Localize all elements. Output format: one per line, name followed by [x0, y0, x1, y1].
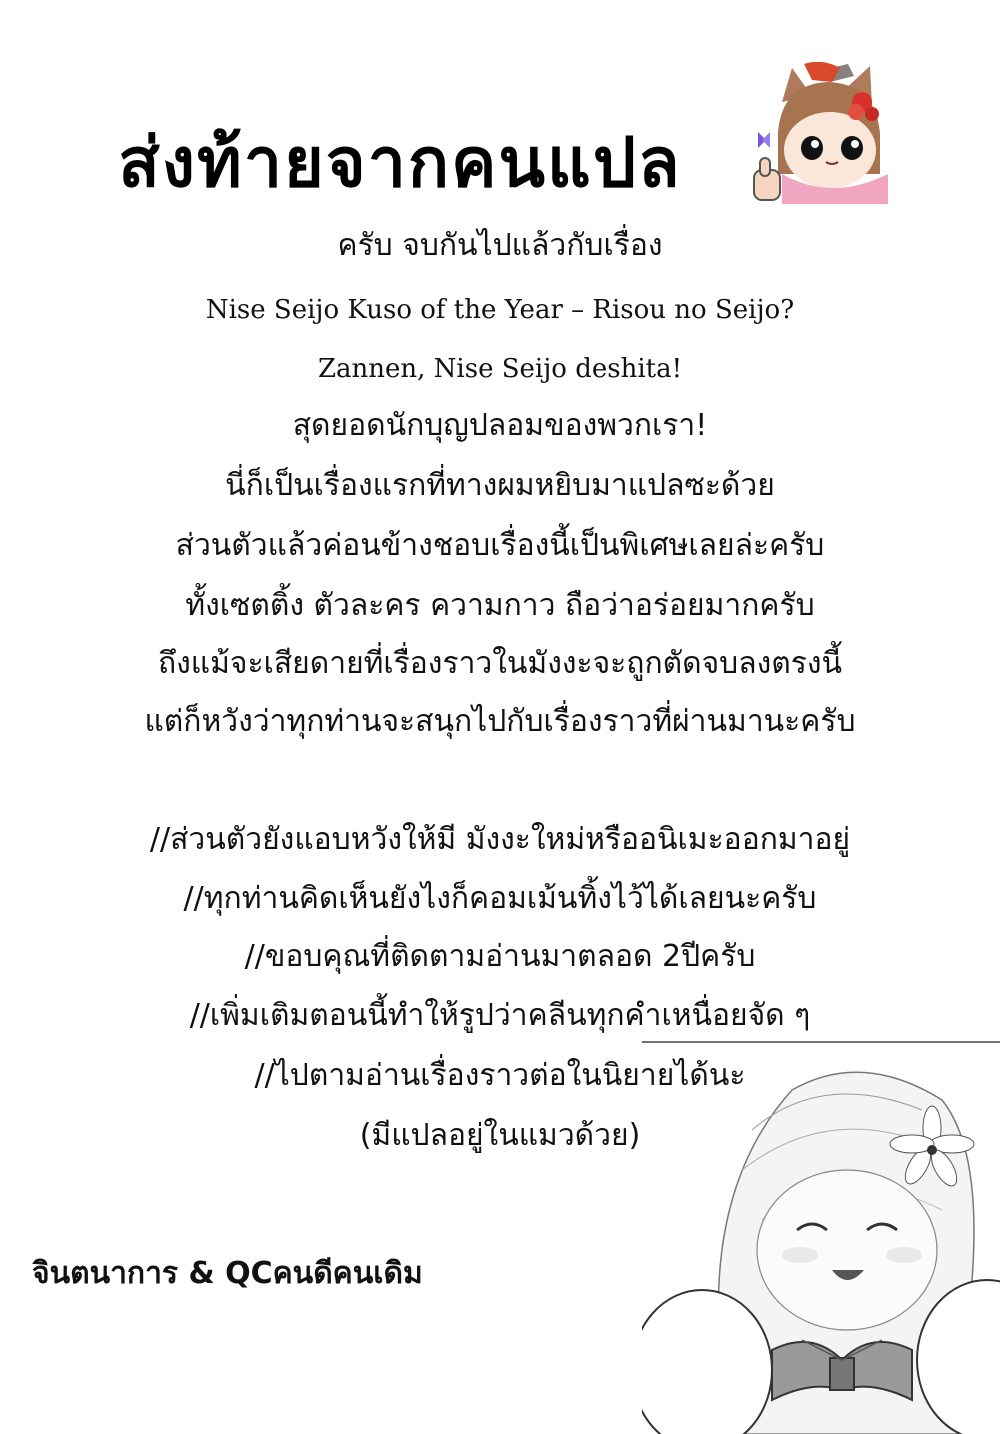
body-line-11: //ทุกท่านคิดเห็นยังไงก็คอมเม้นทิ้งไว้ได้เลยนะครับ	[183, 881, 817, 916]
body-line-12: //ขอบคุณที่ติดตามอ่านมาตลอด 2ปีครับ	[244, 939, 756, 974]
body-line-5: นี่ก็เป็นเรื่องแรกที่ทางผมหยิบมาแปลซะด้วย	[225, 468, 775, 503]
body-line-14: //ไปตามอ่านเรื่องราวต่อในนิยายได้นะ	[254, 1058, 746, 1093]
body-line-3: Zannen, Nise Seijo deshita!	[317, 354, 683, 384]
credit-line: จินตนาการ & QCคนดีคนเดิม	[32, 1256, 423, 1291]
body-line-4: สุดยอดนักบุญปลอมของพวกเรา!	[292, 408, 708, 443]
body-line-10: //ส่วนตัวยังแอบหวังให้มี มังงะใหม่หรืออนิเมะออกมาอยู่	[149, 822, 851, 857]
body-line-7: ทั้งเซตติ้ง ตัวละคร ความกาว ถือว่าอร่อยมากครับ	[185, 588, 815, 623]
girl-illustration	[642, 1040, 1000, 1434]
body-line-13: //เพิ่มเติมตอนนี้ทำให้รูปว่าคลีนทุกคำเหนื่อยจัด ๆ	[189, 998, 811, 1033]
page-title: ส่งท้ายจากคนแปล	[118, 124, 682, 203]
body-line-6: ส่วนตัวแล้วค่อนข้างชอบเรื่องนี้เป็นพิเศษเลยล่ะครับ	[175, 528, 825, 563]
body-line-8: ถึงแม้จะเสียดายที่เรื่องราวในมังงะจะถูกตัดจบลงตรงนี้	[157, 646, 842, 681]
body-line-1: ครับ จบกันไปแล้วกับเรื่อง	[337, 228, 663, 263]
body-line-15: (มีแปลอยู่ในแมวด้วย)	[359, 1118, 641, 1153]
body-line-9: แต่ก็หวังว่าทุกท่านจะสนุกไปกับเรื่องราวที่ผ่านมานะครับ	[144, 704, 856, 739]
body-line-2: Nise Seijo Kuso of the Year – Risou no Seijo?	[205, 295, 795, 325]
